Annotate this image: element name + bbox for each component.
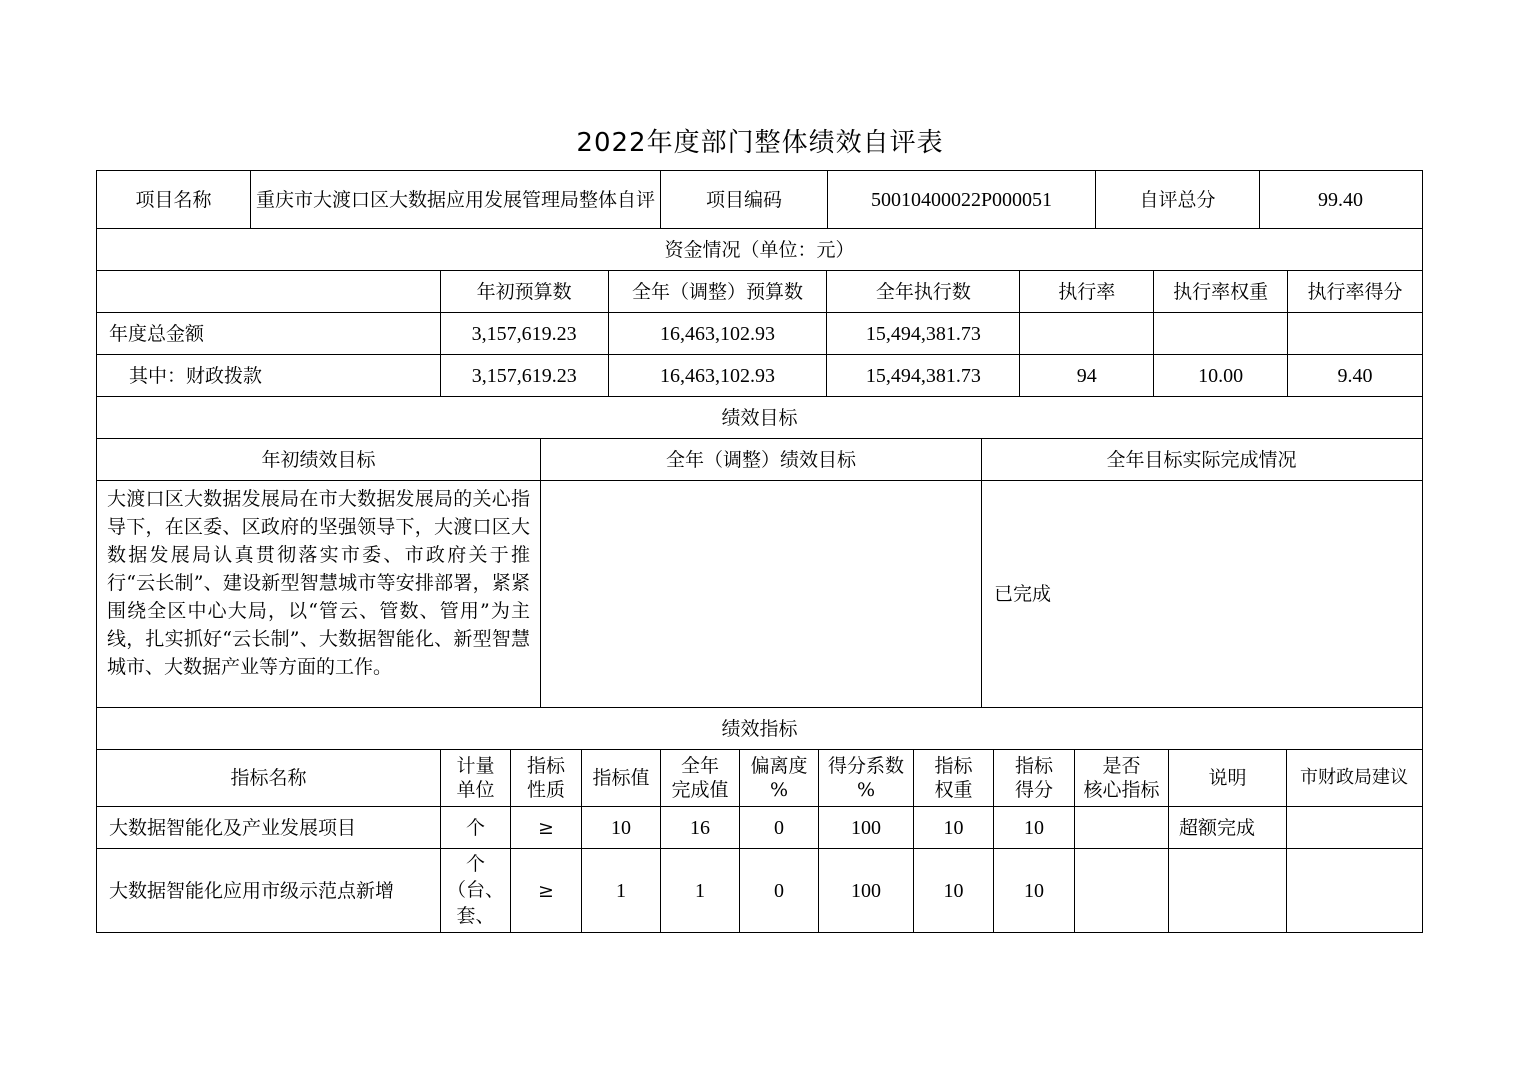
indicator-advice [1286, 807, 1421, 848]
goals-col-header: 年初绩效目标 [261, 448, 376, 471]
indicator-col-header: 全年 完成值 [660, 750, 739, 806]
project-code-label: 项目编码 [660, 171, 827, 228]
goals-col-header: 全年目标实际完成情况 [981, 439, 1421, 480]
funds-col-header: 执行率权重 [1153, 271, 1287, 312]
funds-row-fiscal [97, 354, 1422, 396]
indicator-score: 10 [993, 807, 1074, 848]
indicator-col-header: 得分系数 % [818, 750, 913, 806]
funds-cell: 10.00 [1153, 355, 1287, 396]
indicator-coef: 100 [818, 849, 913, 932]
indicator-row [97, 848, 1422, 932]
goals-section-row [97, 396, 1422, 438]
indicator-note: 超额完成 [1168, 807, 1286, 848]
funds-cell: 15,494,381.73 [826, 313, 1019, 354]
indicator-actual: 1 [660, 849, 739, 932]
project-name-value: 重庆市大渡口区大数据应用发展管理局整体自评 [250, 171, 660, 228]
page-title: 2022年度部门整体绩效自评表 [576, 128, 944, 158]
funds-header-row [97, 270, 1422, 312]
indicator-deviation: 0 [739, 807, 818, 848]
indicator-actual: 16 [660, 807, 739, 848]
indicator-unit: 个 [440, 807, 510, 848]
self-score-label: 自评总分 [1095, 171, 1259, 228]
header-row [97, 171, 1422, 228]
funds-cell: 15,494,381.73 [826, 355, 1019, 396]
indicator-col-header: 偏离度 % [739, 750, 818, 806]
indicator-target: 1 [581, 849, 660, 932]
project-code-value: 50010400022P000051 [827, 171, 1095, 228]
funds-col-header: 全年执行数 [826, 271, 1019, 312]
initial-goal-text: 大渡口区大数据发展局在市大数据发展局的关心指导下，在区委、区政府的坚强领导下，大渡口区大数据发展局认真贯彻落实市委、市政府关于推行“云长制”、建设新型智慧城市等安排部署，紧紧围绕全区中心大局，以“管云、管数、管用”为主线，扎实抓好“云长制”、大数据智能化、新型智慧城市、大数据产业等方面的工作。 [107, 488, 530, 678]
indicator-nature: ≥ [510, 849, 581, 932]
performance-table [96, 170, 1423, 933]
funds-header-blank [97, 271, 440, 312]
indicator-target: 10 [581, 807, 660, 848]
funds-cell: 3,157,619.23 [440, 313, 608, 354]
indicator-weight: 10 [913, 849, 993, 932]
funds-cell: 16,463,102.93 [608, 313, 827, 354]
goals-content-row [97, 480, 1422, 707]
indicator-advice [1286, 849, 1421, 932]
indicator-col-header: 指标名称 [230, 767, 307, 789]
indicator-row [97, 806, 1422, 848]
indicator-col-header: 指标 权重 [913, 750, 993, 806]
indicator-unit: 个（台、套、 [440, 849, 510, 932]
funds-col-header: 年初预算数 [440, 271, 608, 312]
funds-col-header: 执行率得分 [1287, 271, 1422, 312]
indicator-nature: ≥ [510, 807, 581, 848]
funds-cell: 16,463,102.93 [608, 355, 827, 396]
funds-cell: 94 [1019, 355, 1153, 396]
goals-col-header: 全年（调整）绩效目标 [540, 439, 981, 480]
funds-section-row [97, 228, 1422, 270]
funds-col-header: 全年（调整）预算数 [608, 271, 827, 312]
indicator-col-header: 是否 核心指标 [1074, 750, 1168, 806]
goals-header-row [97, 438, 1422, 480]
indicator-col-header: 市财政局建议 [1286, 750, 1421, 806]
indicator-name: 大数据智能化应用市级示范点新增 [109, 879, 395, 902]
project-name-label: 项目名称 [135, 188, 212, 211]
indicator-col-header: 说明 [1168, 750, 1286, 806]
indicator-weight: 10 [913, 807, 993, 848]
indicator-score: 10 [993, 849, 1074, 932]
funds-section-title: 资金情况（单位：元） [664, 238, 855, 261]
funds-cell: 3,157,619.23 [440, 355, 608, 396]
indicators-header-row [97, 749, 1422, 806]
self-score-value: 99.40 [1259, 171, 1421, 228]
funds-col-header: 执行率 [1019, 271, 1153, 312]
funds-cell: 9.40 [1287, 355, 1422, 396]
funds-cell [1019, 313, 1153, 354]
indicators-section-title: 绩效指标 [721, 717, 798, 740]
adjusted-goal-text [540, 481, 981, 707]
funds-cell [1153, 313, 1287, 354]
funds-row-label: 年度总金额 [109, 322, 205, 345]
indicator-note [1168, 849, 1286, 932]
indicator-name: 大数据智能化及产业发展项目 [109, 816, 357, 839]
indicator-col-header: 计量 单位 [440, 750, 510, 806]
indicator-col-header: 指标 性质 [510, 750, 581, 806]
indicator-coef: 100 [818, 807, 913, 848]
goals-section-title: 绩效目标 [721, 406, 798, 429]
indicator-core [1074, 807, 1168, 848]
funds-row-total [97, 312, 1422, 354]
indicator-deviation: 0 [739, 849, 818, 932]
actual-completion-text: 已完成 [981, 481, 1421, 707]
indicators-section-row [97, 707, 1422, 749]
indicator-core [1074, 849, 1168, 932]
funds-row-label: 其中：财政拨款 [129, 364, 263, 387]
indicator-col-header: 指标 得分 [993, 750, 1074, 806]
funds-cell [1287, 313, 1422, 354]
indicator-col-header: 指标值 [581, 750, 660, 806]
